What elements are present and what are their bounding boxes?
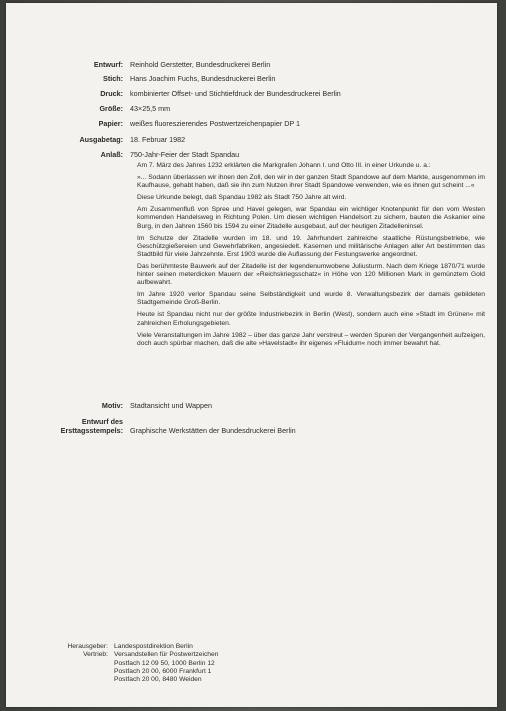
- field-value: 750-Jahr-Feier der Stadt Spandau: [130, 150, 240, 159]
- paragraph: Am 7. März des Jahres 1232 erklärten die Markgrafen Johann I. und Otto III. in einer Urkunde u. a.:: [137, 162, 431, 169]
- field-value: Stadtansicht und Wappen: [130, 401, 213, 410]
- field-value: Graphische Werkstätten der Bundesdruckerei Berlin: [130, 426, 296, 435]
- field-label: Anlaß:: [100, 150, 123, 159]
- field-label: Druck:: [100, 89, 123, 98]
- paragraph: Im Jahre 1920 verlor Spandau seine Selbständigkeit und wurde 8. Verwaltungsbezirk der damals gebildeten Stadtgemeinde Groß-Berlin.: [137, 291, 485, 307]
- address-line: Postfach 20 00, 8480 Weiden: [114, 676, 202, 684]
- field-label: Stich:: [103, 74, 123, 83]
- paragraph: Das berühmteste Bauwerk auf der Zitadelle ist der legendenumwobene Juliusturm. Nach dem Kriege 1870/71 wurde hinter seinen meterdicken Mauern der »Reichskriegsschatz« in Höhe von 120 Millionen Mark in gemünztem Gold aufbewahrt.: [137, 262, 485, 287]
- field-value: Hans Joachim Fuchs, Bundesdruckerei Berlin: [130, 74, 276, 83]
- address-line: Postfach 20 00, 6000 Frankfurt 1: [114, 667, 212, 675]
- paragraph: Viele Veranstaltungen im Jahre 1982 – über das ganze Jahr verstreut – werden Spuren der Vergangenheit aufzeigen, doch auch spürbar machen, daß die alte »Havelstadt« ihr eigenes »Fluidum« noch immer bewahrt hat.: [137, 331, 485, 347]
- field-value: 43×25,5 mm: [130, 104, 171, 113]
- field-label: Papier:: [98, 119, 123, 128]
- paragraph: Im Schutze der Zitadelle wurden im 18. und 19. Jahrhundert zahlreiche staatliche Rüstungsbetriebe, wie Geschützgießereien und Gewehrfabriken, angesiedelt. Kasernen und militärische Anlagen aller Art bestimmten das Stadtbild für viele Jahrzehnte. Erst 1903 wurde die Auflassung der Festungswerke angeordnet.: [137, 234, 485, 258]
- vertrieb-value: Versandstellen für Postwertzeichen: [114, 651, 219, 659]
- address-line: Postfach 12 09 50, 1000 Berlin 12: [114, 659, 215, 667]
- field-label: Größe:: [99, 104, 123, 113]
- herausgeber-label: Herausgeber:: [67, 643, 108, 650]
- paragraph: Heute ist Spandau nicht nur der größte Industriebezirk in Berlin (West), sondern auch eine »Stadt im Grünen« mit zahlreichen Erholungsgebieten.: [137, 311, 485, 327]
- field-value: 18. Februar 1982: [130, 135, 186, 144]
- document-sheet: [6, 3, 497, 707]
- field-label-line2: Ersttagsstempels:: [60, 426, 123, 435]
- herausgeber-value: Landespostdirektion Berlin: [114, 643, 193, 650]
- field-label-line1: Entwurf des: [81, 417, 123, 426]
- quote-paragraph: »... Sodann überlassen wir ihnen den Zoll, den wir in der ganzen Stadt Spandowe auf dem Markte, ausgenommen im Kaufhause, gehabt haben, daß sie ihn zum Nutzen ihrer Stadt Spandowe verwenden, wie es ihnen gut scheint ...«: [137, 174, 485, 190]
- field-value: Reinhold Gerstetter, Bundesdruckerei Berlin: [130, 60, 271, 69]
- field-value: kombinierter Offset- und Stichtiefdruck der Bundesdruckerei Berlin: [130, 89, 341, 98]
- field-label: Motiv:: [101, 401, 123, 410]
- anlass-text: [137, 162, 485, 352]
- field-value: weißes fluoreszierendes Postwertzeichenpapier DP 1: [130, 119, 301, 128]
- paragraph: Diese Urkunde belegt, daß Spandau 1982 als Stadt 750 Jahre alt wird.: [137, 194, 347, 202]
- field-label: Entwurf:: [93, 60, 123, 69]
- paragraph: Am Zusammenfluß von Spree und Havel gelegen, war Spandau ein wichtiger Knotenpunkt für den vom Westen kommenden Handelsweg in Richtung Polen. Um diesen wichtigen Handelsort zu sichern, bauten die Askanier eine Burg, in den Jahren 1560 bis 1594 zu einer Zitadelle ausgebaut, auf der heutigen Zitadelleninsel.: [137, 206, 485, 230]
- vertrieb-label: Vertrieb:: [83, 651, 108, 659]
- field-label: Ausgabetag:: [79, 135, 123, 144]
